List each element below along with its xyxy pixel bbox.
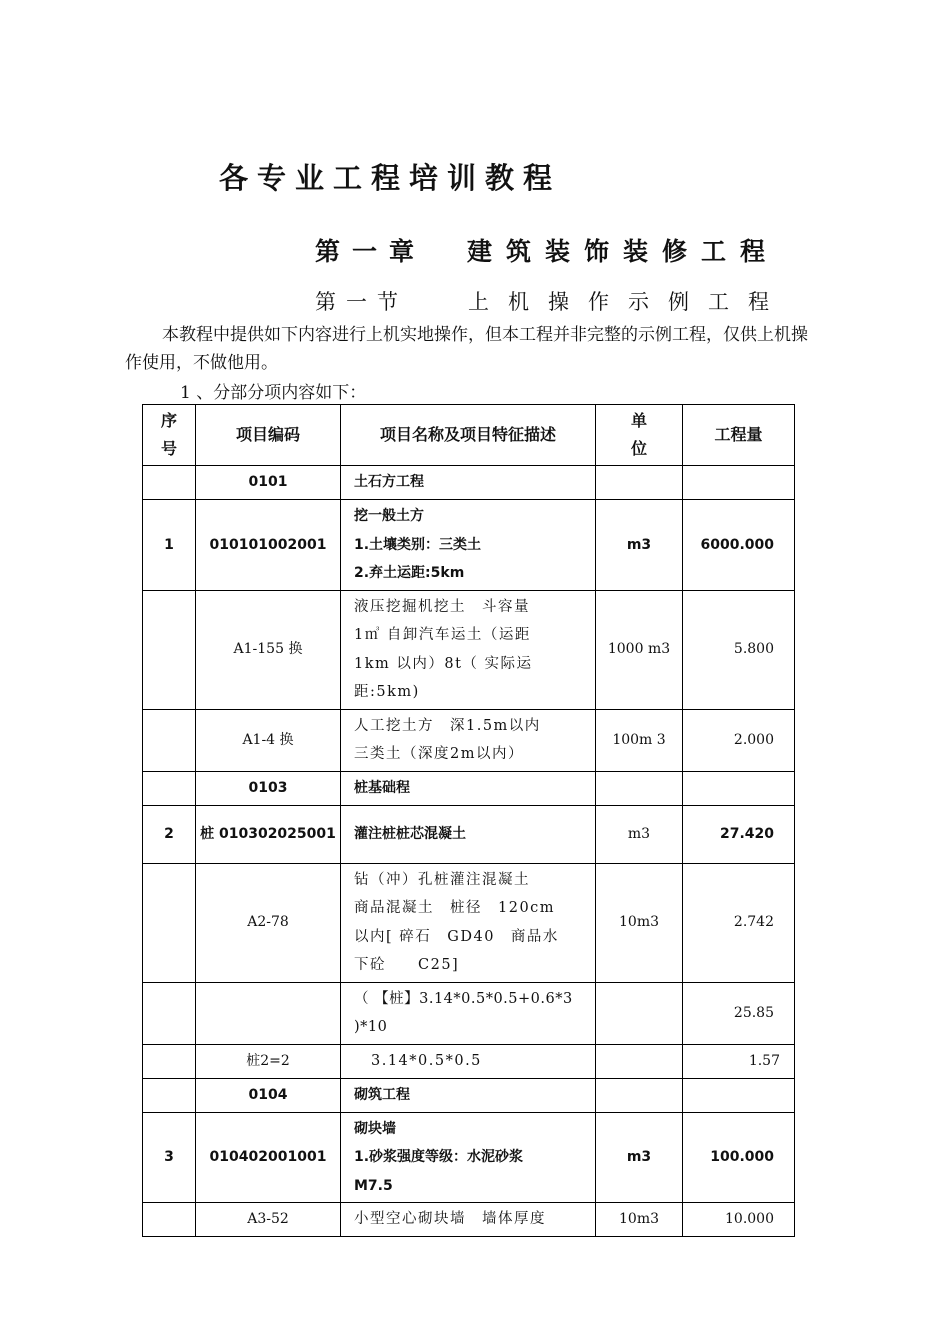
table-row: [143, 500, 795, 591]
section-number: 第一节: [315, 290, 408, 314]
cell-desc: 挖一般土方 1.土壤类别：三类土 2.弃土运距:5km: [341, 500, 596, 591]
header-unit: 单 位: [596, 405, 683, 466]
cell-code: A1-155 换: [196, 590, 341, 709]
cell-desc: 钻（冲）孔桩灌注混凝土 商品混凝土 桩径 120cm 以内[ 碎石 GD40 商品水 下砼 C25]: [341, 863, 596, 982]
cell-code: A1-4 换: [196, 709, 341, 771]
cell-seq: [143, 771, 196, 805]
table-row: [143, 1203, 795, 1237]
cell-qty: 27.420: [683, 805, 795, 863]
cell-code: 0101: [196, 466, 341, 500]
cell-code: 桩 010302025001: [196, 805, 341, 863]
chapter-number: 第一章: [315, 237, 427, 266]
cell-unit: m3: [596, 1112, 683, 1203]
chapter-name: 建筑装饰装修工程: [467, 237, 780, 266]
cell-desc: 3.14*0.5*0.5: [341, 1044, 596, 1078]
cell-seq: 2: [143, 805, 196, 863]
cell-desc: 土石方工程: [341, 466, 596, 500]
cell-unit: [596, 1078, 683, 1112]
cell-seq: [143, 466, 196, 500]
section-heading: [315, 286, 788, 316]
cell-unit: [596, 1044, 683, 1078]
table-row: [143, 805, 795, 863]
chapter-heading: [315, 232, 779, 268]
cell-unit: [596, 982, 683, 1044]
table-header-row: [143, 405, 795, 466]
cell-desc: 液压挖掘机挖土 斗容量 1㎥ 自卸汽车运土（运距 1km 以内）8t（ 实际运 距:5km): [341, 590, 596, 709]
cell-unit: 1000 m3: [596, 590, 683, 709]
table-row: [143, 709, 795, 771]
cell-code: A3-52: [196, 1203, 341, 1237]
cell-desc: 人工挖土方 深1.5m以内 三类土（深度2m以内）: [341, 709, 596, 771]
cell-desc: 灌注桩桩芯混凝土: [341, 805, 596, 863]
cell-qty: 2.742: [683, 863, 795, 982]
table-row: [143, 1112, 795, 1203]
header-seq: 序 号: [143, 405, 196, 466]
cell-unit: [596, 771, 683, 805]
header-code: 项目编码: [196, 405, 341, 466]
cell-code: A2-78: [196, 863, 341, 982]
cell-desc: 桩基础程: [341, 771, 596, 805]
cell-desc: 砌块墙 1.砂浆强度等级：水泥砂浆 M7.5: [341, 1112, 596, 1203]
cell-seq: [143, 863, 196, 982]
cell-code: 010101002001: [196, 500, 341, 591]
table-row: [143, 863, 795, 982]
table-row: [143, 982, 795, 1044]
section-name: 上机操作示例工程: [468, 290, 788, 314]
cell-unit: m3: [596, 500, 683, 591]
cell-code: 桩2=2: [196, 1044, 341, 1078]
cell-qty: 1.57: [683, 1044, 795, 1078]
cell-code: 010402001001: [196, 1112, 341, 1203]
cell-qty: 100.000: [683, 1112, 795, 1203]
cell-seq: [143, 590, 196, 709]
cell-seq: [143, 709, 196, 771]
cell-unit: 10m3: [596, 863, 683, 982]
cell-qty: 10.000: [683, 1203, 795, 1237]
cell-seq: [143, 1203, 196, 1237]
table-row: [143, 466, 795, 500]
cell-code: [196, 982, 341, 1044]
header-name: 项目名称及项目特征描述: [341, 405, 596, 466]
cell-qty: [683, 1078, 795, 1112]
cell-seq: 1: [143, 500, 196, 591]
header-quantity: 工程量: [683, 405, 795, 466]
cell-desc: （ 【桩】3.14*0.5*0.5+0.6*3 )*10: [341, 982, 596, 1044]
cell-code: 0103: [196, 771, 341, 805]
table-row: [143, 1044, 795, 1078]
table-row: [143, 1078, 795, 1112]
cell-seq: [143, 982, 196, 1044]
cell-qty: 2.000: [683, 709, 795, 771]
cell-code: 0104: [196, 1078, 341, 1112]
cell-qty: 25.85: [683, 982, 795, 1044]
table-row: [143, 590, 795, 709]
cell-seq: [143, 1078, 196, 1112]
cell-qty: [683, 771, 795, 805]
cell-unit: 100m 3: [596, 709, 683, 771]
cell-seq: [143, 1044, 196, 1078]
cell-seq: 3: [143, 1112, 196, 1203]
table-row: [143, 771, 795, 805]
intro-paragraph: 本教程中提供如下内容进行上机实地操作，但本工程并非完整的示例工程，仅供上机操作使用，不做他用。: [125, 325, 808, 373]
cell-unit: 10m3: [596, 1203, 683, 1237]
document-title: 各专业工程培训教程: [219, 161, 562, 195]
list-heading: 1 、分部分项内容如下：: [180, 383, 367, 403]
cell-desc: 小型空心砌块墙 墙体厚度: [341, 1203, 596, 1237]
cell-unit: [596, 466, 683, 500]
cell-qty: [683, 466, 795, 500]
bill-of-quantities-table: [142, 404, 795, 1237]
cell-qty: 5.800: [683, 590, 795, 709]
cell-qty: 6000.000: [683, 500, 795, 591]
cell-unit: m3: [596, 805, 683, 863]
cell-desc: 砌筑工程: [341, 1078, 596, 1112]
